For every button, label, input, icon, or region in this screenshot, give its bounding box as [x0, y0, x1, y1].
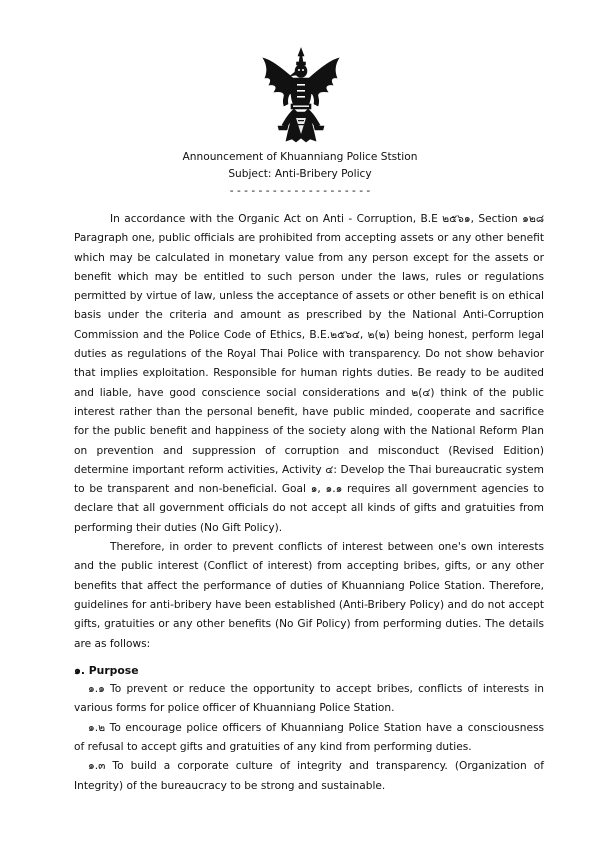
document-header — [0, 149, 600, 200]
purpose-item-1: ๑.๑ To prevent or reduce the opportunity to accept bribes, conflicts of interests in various forms for police officer of Khuanniang Police Station. — [74, 683, 544, 715]
paragraph-legal-basis: In accordance with the Organic Act on Anti - Corruption, B.E ๒๕๖๑, Section ๑๒๘ Paragraph one, public officials are prohibited from accepting assets or any other benefit which may be calculated in monetary value from any person except for the assets or benefit which may be entitled to such person under the laws, rules or regulations permitted by virtue of law, unless the acceptance of assets or other benefit is on ethical basis under the criteria and amount as prescribed by the National Anti-Corruption Commission and the Police Code of Ethics, B.E.๒๕๖๔, ๒(๒) being honest, perform legal duties as regulations of the Royal Thai Police with transparency. Do not show behavior that implies exploitation. Responsible for human rights duties. Be ready to be audited and liable, have good conscience social considerations and ๒(๔) think of the public interest rather than the personal benefit, have public minded, cooperate and sacrifice for the public benefit and happiness of the society along with the National Reform Plan on prevention and suppression of corruption and misconduct (Revised Edition) determine important reform activities, Activity ๔: Develop the Thai bureaucratic system to be transparent and non-beneficial. Goal ๑, ๑.๑ requires all government agencies to declare that all government officials do not accept all kinds of gifts and gratuities from performing their duties (No Gift Policy). — [74, 213, 544, 534]
document-body — [74, 210, 544, 796]
purpose-item-2: ๑.๒ To encourage police officers of Khuanniang Police Station have a consciousness of refusal to accept gifts and gratuities of any kind from performing duties. — [74, 721, 544, 754]
paragraph-policy-statement: Therefore, in order to prevent conflicts of interest between one's own interests and the public interest (Conflict of interest) from accepting bribes, gifts, or any other benefits that affect the performance of duties of Khuanniang Police Station. Therefore, guidelines for anti-bribery have been established (Anti-Bribery Policy) and do not accept gifts, gratuities or any other benefits (No Gif Policy) from performing duties. The details are as follows: — [74, 541, 544, 650]
header-divider: - - - - - - - - - - - - - - - - - - - - — [229, 185, 371, 197]
section-heading-purpose: ๑. Purpose — [74, 663, 139, 677]
garuda-emblem-icon — [260, 46, 342, 144]
purpose-item-3: ๑.๓ To build a corporate culture of integrity and transparency. (Organization of Integrity) of the bureaucracy to be strong and sustainable. — [74, 760, 544, 792]
document-subject: Subject: Anti-Bribery Policy — [228, 168, 372, 180]
document-title: Announcement of Khuanniang Police Ststion — [182, 151, 418, 163]
